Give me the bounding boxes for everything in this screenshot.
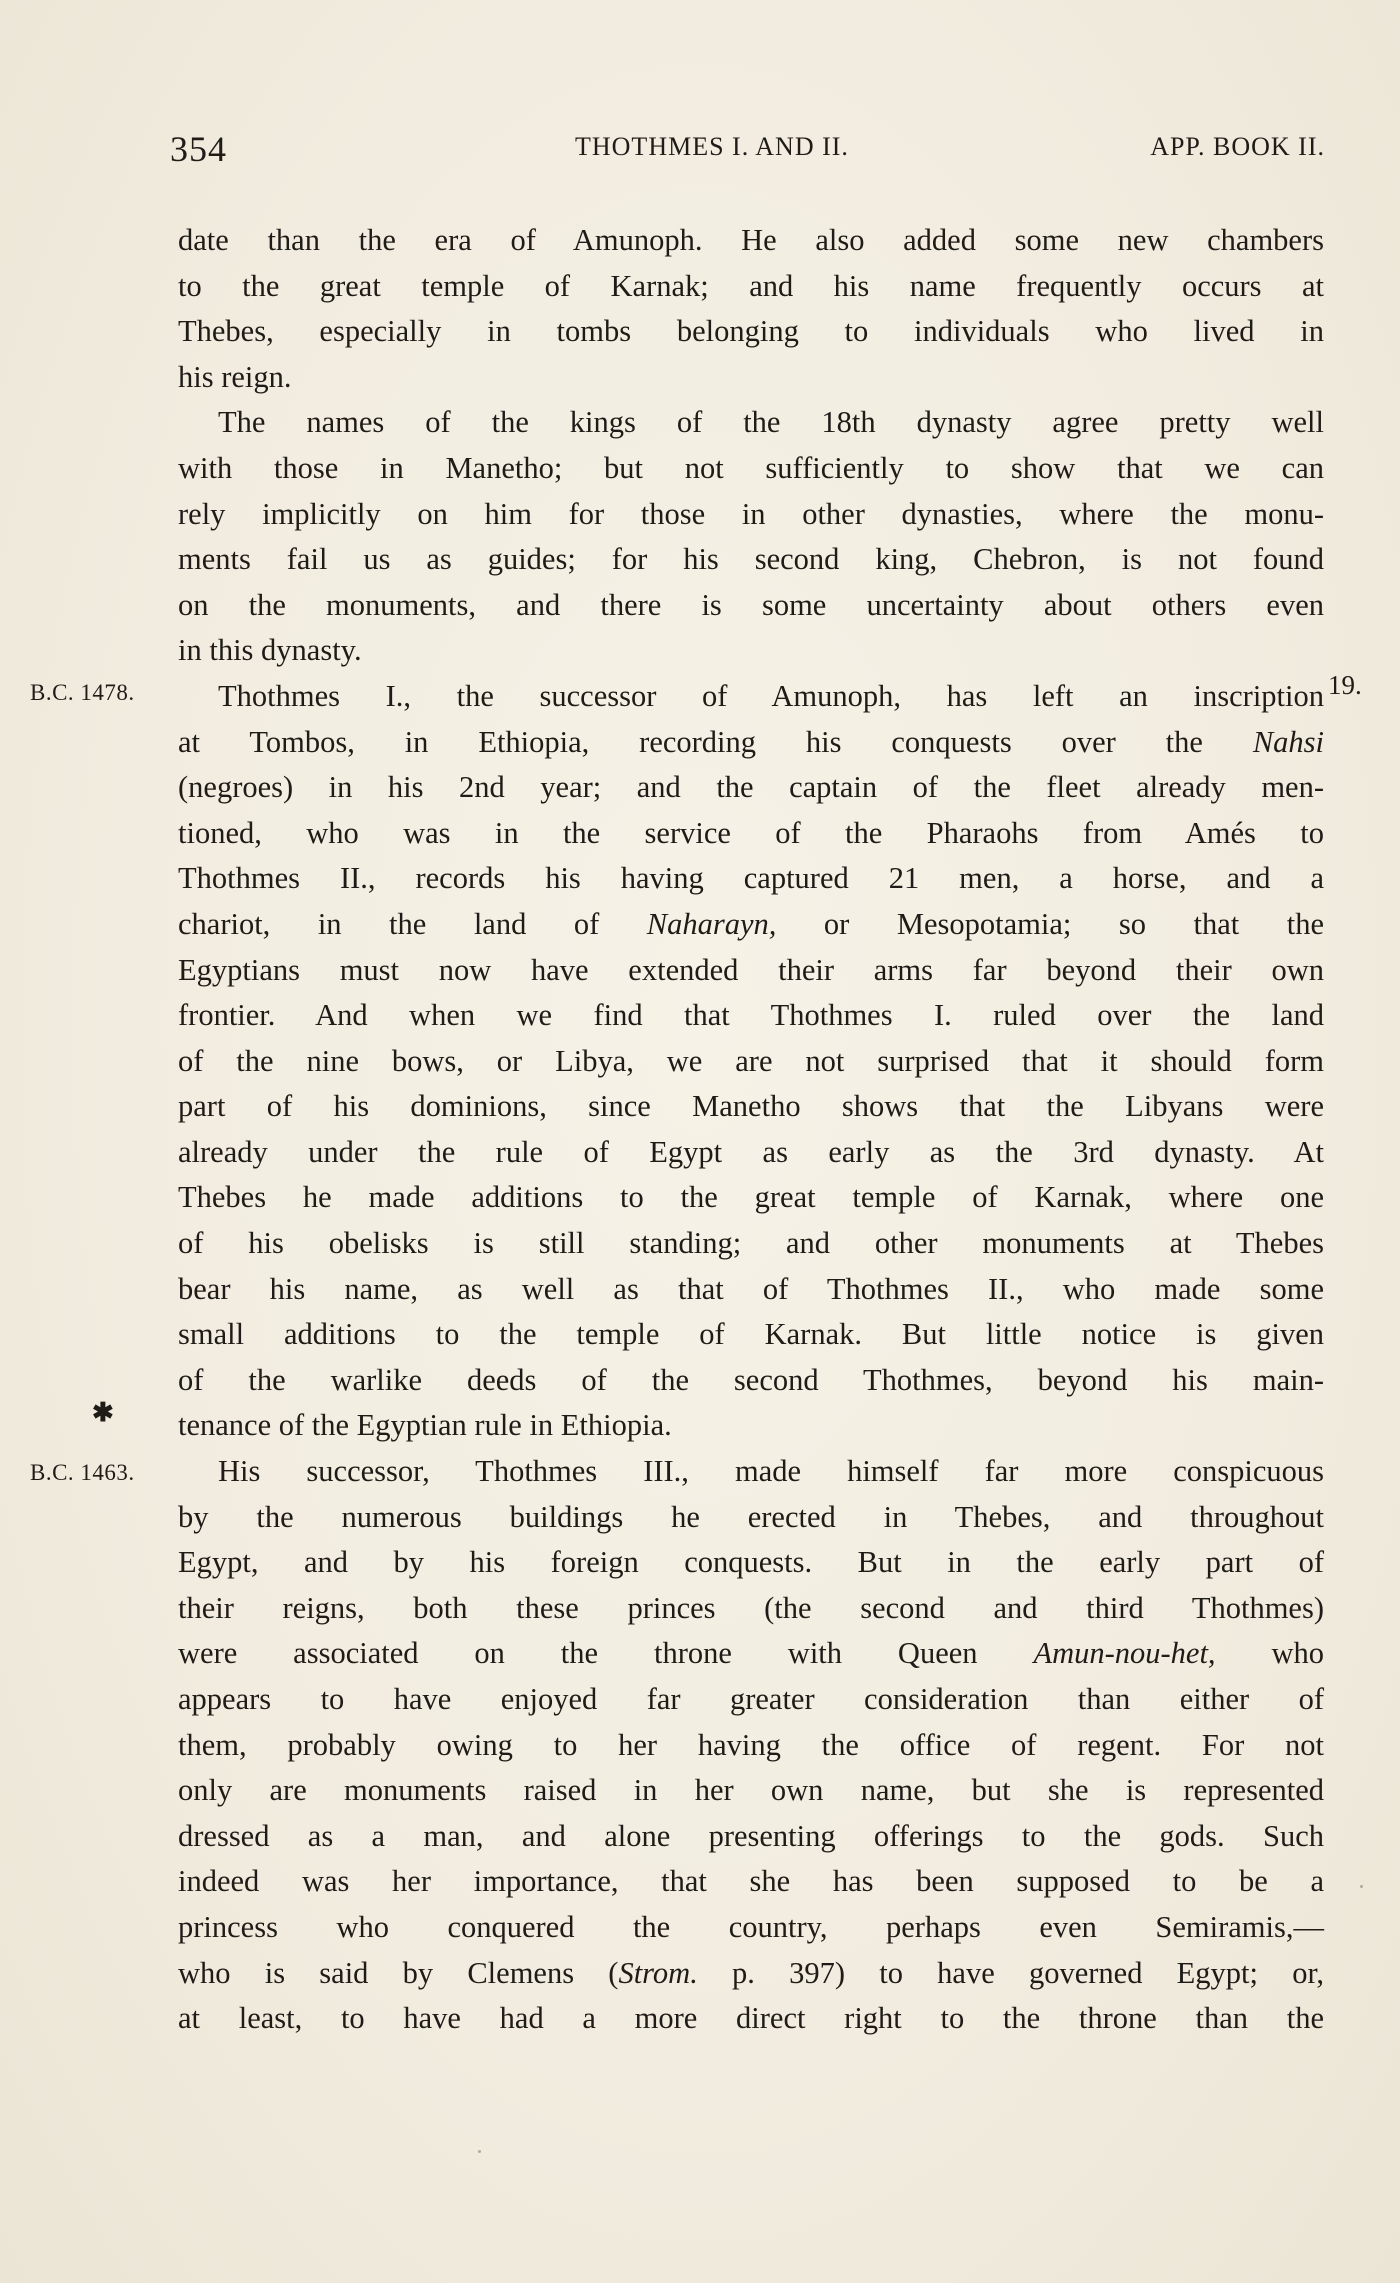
text-line: tioned, who was in the service of the Pharaohs from Amés to: [178, 815, 1324, 850]
text-line: His successor, Thothmes III., made himself far more conspicuous: [218, 1454, 1324, 1489]
margin-date-note: B.C. 1478.: [30, 680, 135, 705]
text-line: Thothmes II., records his having captured 21 men, a horse, and a: [178, 861, 1324, 896]
text-line: [178, 720, 1324, 766]
marginal-mark: ✱: [92, 1398, 114, 1427]
book-reference: APP. BOOK II.: [1150, 132, 1325, 161]
text-line: of his obelisks is still standing; and other monuments at Thebes: [178, 1226, 1324, 1261]
text-line: [178, 1631, 1324, 1677]
text-line: Egyptians must now have extended their arms far beyond their own: [178, 952, 1324, 987]
text-fragment: at Tombos, in Ethiopia, recording his conquests over the: [178, 724, 1203, 759]
running-title: THOTHMES I. AND II.: [575, 132, 849, 161]
text-line: [178, 902, 1324, 948]
text-line: by the numerous buildings he erected in Thebes, and throughout: [178, 1499, 1324, 1534]
italic-term: Strom.: [618, 1955, 698, 1990]
text-line: princess who conquered the country, perhaps even Semiramis,—: [178, 1909, 1324, 1944]
text-fragment: p. 397) to have governed Egypt; or,: [732, 1955, 1325, 1990]
text-line: their reigns, both these princes (the second and third Thothmes): [178, 1590, 1324, 1625]
text-fragment: chariot, in the land of: [178, 906, 600, 941]
text-line: frontier. And when we find that Thothmes I. ruled over the land: [178, 998, 1324, 1033]
text-line: date than the era of Amunoph. He also added some new chambers: [178, 223, 1324, 257]
text-line: tenance of the Egyptian rule in Ethiopia.: [178, 1408, 672, 1443]
text-line: to the great temple of Karnak; and his name frequently occurs at: [178, 268, 1324, 303]
text-line: in this dynasty.: [178, 633, 362, 668]
text-line: Thebes he made additions to the great temple of Karnak, where one: [178, 1180, 1324, 1215]
running-header: [170, 128, 1325, 178]
italic-term: Amun-nou-het,: [1033, 1636, 1216, 1671]
text-line: of the nine bows, or Libya, we are not surprised that it should form: [178, 1043, 1324, 1078]
text-line: Thebes, especially in tombs belonging to individuals who lived in: [178, 314, 1324, 349]
text-line: appears to have enjoyed far greater consideration than either of: [178, 1682, 1324, 1716]
text-line: already under the rule of Egypt as early as the 3rd dynasty. At: [178, 1134, 1324, 1169]
text-fragment: or Mesopotamia; so that the: [823, 906, 1324, 941]
text-line: part of his dominions, since Manetho shows that the Libyans were: [178, 1089, 1324, 1124]
italic-term: Naharayn,: [646, 906, 777, 941]
body-text: [178, 218, 1324, 2042]
text-fragment: who is said by Clemens (: [178, 1955, 619, 1990]
margin-date-note: B.C. 1463.: [30, 1460, 135, 1485]
marginal-number: 19.: [1328, 670, 1362, 700]
text-line: [178, 1951, 1324, 1997]
text-line: with those in Manetho; but not sufficiently to show that we can: [178, 450, 1324, 485]
text-line: indeed was her importance, that she has been supposed to be a: [178, 1864, 1324, 1899]
text-line: them, probably owing to her having the office of regent. For not: [178, 1727, 1324, 1762]
paper-speck: [1360, 1885, 1363, 1888]
text-line: at least, to have had a more direct right to the throne than the: [178, 2001, 1324, 2036]
text-line: (negroes) in his 2nd year; and the captain of the fleet already men-: [178, 770, 1324, 805]
text-line: Egypt, and by his foreign conquests. But in the early part of: [178, 1545, 1324, 1580]
paper-speck: [478, 2150, 481, 2153]
page-number: 354: [170, 129, 227, 169]
text-line: on the monuments, and there is some uncertainty about others even: [178, 587, 1324, 622]
text-line: only are monuments raised in her own name, but she is represented: [178, 1773, 1324, 1808]
text-line: ments fail us as guides; for his second king, Chebron, is not found: [178, 542, 1324, 577]
text-line: dressed as a man, and alone presenting offerings to the gods. Such: [178, 1818, 1324, 1853]
italic-term: Nahsi: [1252, 724, 1324, 759]
text-line: rely implicitly on him for those in other dynasties, where the monu-: [178, 496, 1324, 531]
text-line: The names of the kings of the 18th dynasty agree pretty well: [218, 405, 1324, 440]
text-line: small additions to the temple of Karnak. But little notice is given: [178, 1317, 1324, 1352]
text-fragment: were associated on the throne with Queen: [178, 1636, 978, 1671]
text-line: bear his name, as well as that of Thothmes II., who made some: [178, 1271, 1324, 1306]
text-line: Thothmes I., the successor of Amunoph, has left an inscription: [218, 678, 1324, 713]
text-line: his reign.: [178, 359, 292, 394]
text-fragment: who: [1271, 1636, 1324, 1671]
text-line: of the warlike deeds of the second Thothmes, beyond his main-: [178, 1362, 1324, 1397]
